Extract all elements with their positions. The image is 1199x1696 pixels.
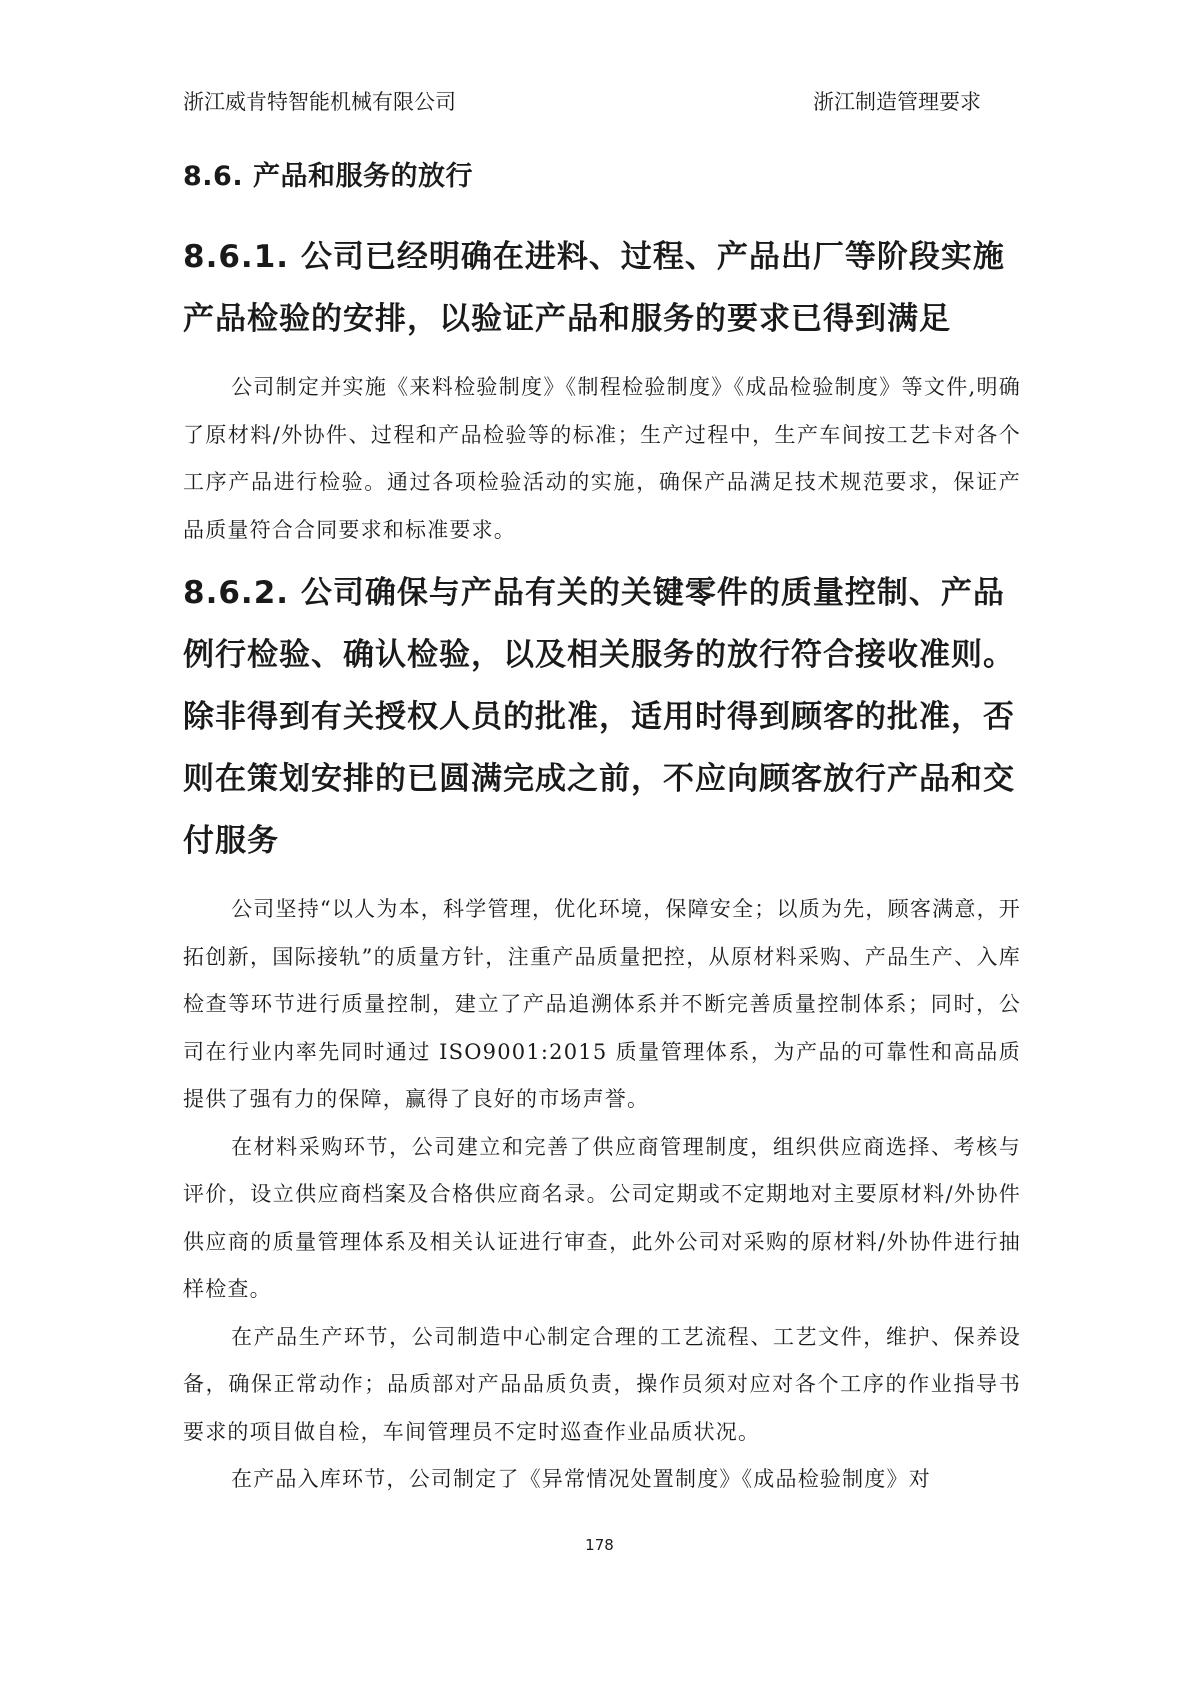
subsection-heading-8-6-2 — [183, 562, 1021, 872]
subsection-number: 8.6.1. — [183, 239, 290, 275]
body-paragraph: 公司坚持“以人为本，科学管理，优化环境，保障安全；以质为先，顾客满意，开拓创新，国际接轨”的质量方针，注重产品质量把控，从原材料采购、产品生产、入库检查等环节进行质量控制，建立了产品追溯体系并不断完善质量控制体系；同时，公司在行业内率先同时通过 ISO9001:2015 质量管理体系，为产品的可靠性和高品质提供了强有力的保障，赢得了良好的市场声誉。 — [183, 897, 1021, 1111]
subsection-title: 公司已经明确在进料、过程、产品出厂等阶段实施产品检验的安排，以验证产品和服务的要求已得到满足 — [183, 239, 1005, 337]
section-title: 产品和服务的放行 — [253, 161, 473, 192]
header-standard-title: 浙江制造管理要求 — [813, 90, 981, 114]
page-header — [183, 84, 1023, 120]
page-content — [183, 150, 1021, 1504]
body-paragraph: 在材料采购环节，公司建立和完善了供应商管理制度，组织供应商选择、考核与评价，设立供应商档案及合格供应商名录。公司定期或不定期地对主要原材料/外协件供应商的质量管理体系及相关认证进行审查，此外公司对采购的原材料/外协件进行抽样检查。 — [183, 1134, 1021, 1301]
subsection-number: 8.6.2. — [183, 575, 290, 611]
header-divider — [183, 126, 1023, 127]
section-heading-8-6 — [183, 150, 1021, 204]
body-paragraph: 公司制定并实施《来料检验制度》《制程检验制度》《成品检验制度》等文件,明确了原材料/外协件、过程和产品检验等的标准；生产过程中，生产车间按工艺卡对各个工序产品进行检验。通过各项检验活动的实施，确保产品满足技术规范要求，保证产品质量符合合同要求和标准要求。 — [183, 375, 1021, 542]
section-number: 8.6. — [183, 161, 244, 192]
body-paragraph: 在产品入库环节，公司制定了《异常情况处置制度》《成品检验制度》对 — [231, 1467, 931, 1491]
subsection-title: 公司确保与产品有关的关键零件的质量控制、产品例行检验、确认检验，以及相关服务的放行符合接收准则。除非得到有关授权人员的批准，适用时得到顾客的批准，否则在策划安排的已圆满完成之前，不应向顾客放行产品和交付服务 — [183, 575, 1015, 859]
page-number: 178 — [585, 1536, 614, 1554]
subsection-heading-8-6-1 — [183, 226, 1021, 350]
body-paragraph: 在产品生产环节，公司制造中心制定合理的工艺流程、工艺文件，维护、保养设备，确保正常动作；品质部对产品品质负责，操作员须对应对各个工序的作业指导书要求的项目做自检，车间管理员不定时巡查作业品质状况。 — [183, 1324, 1021, 1444]
header-company-name: 浙江威肯特智能机械有限公司 — [183, 90, 456, 114]
